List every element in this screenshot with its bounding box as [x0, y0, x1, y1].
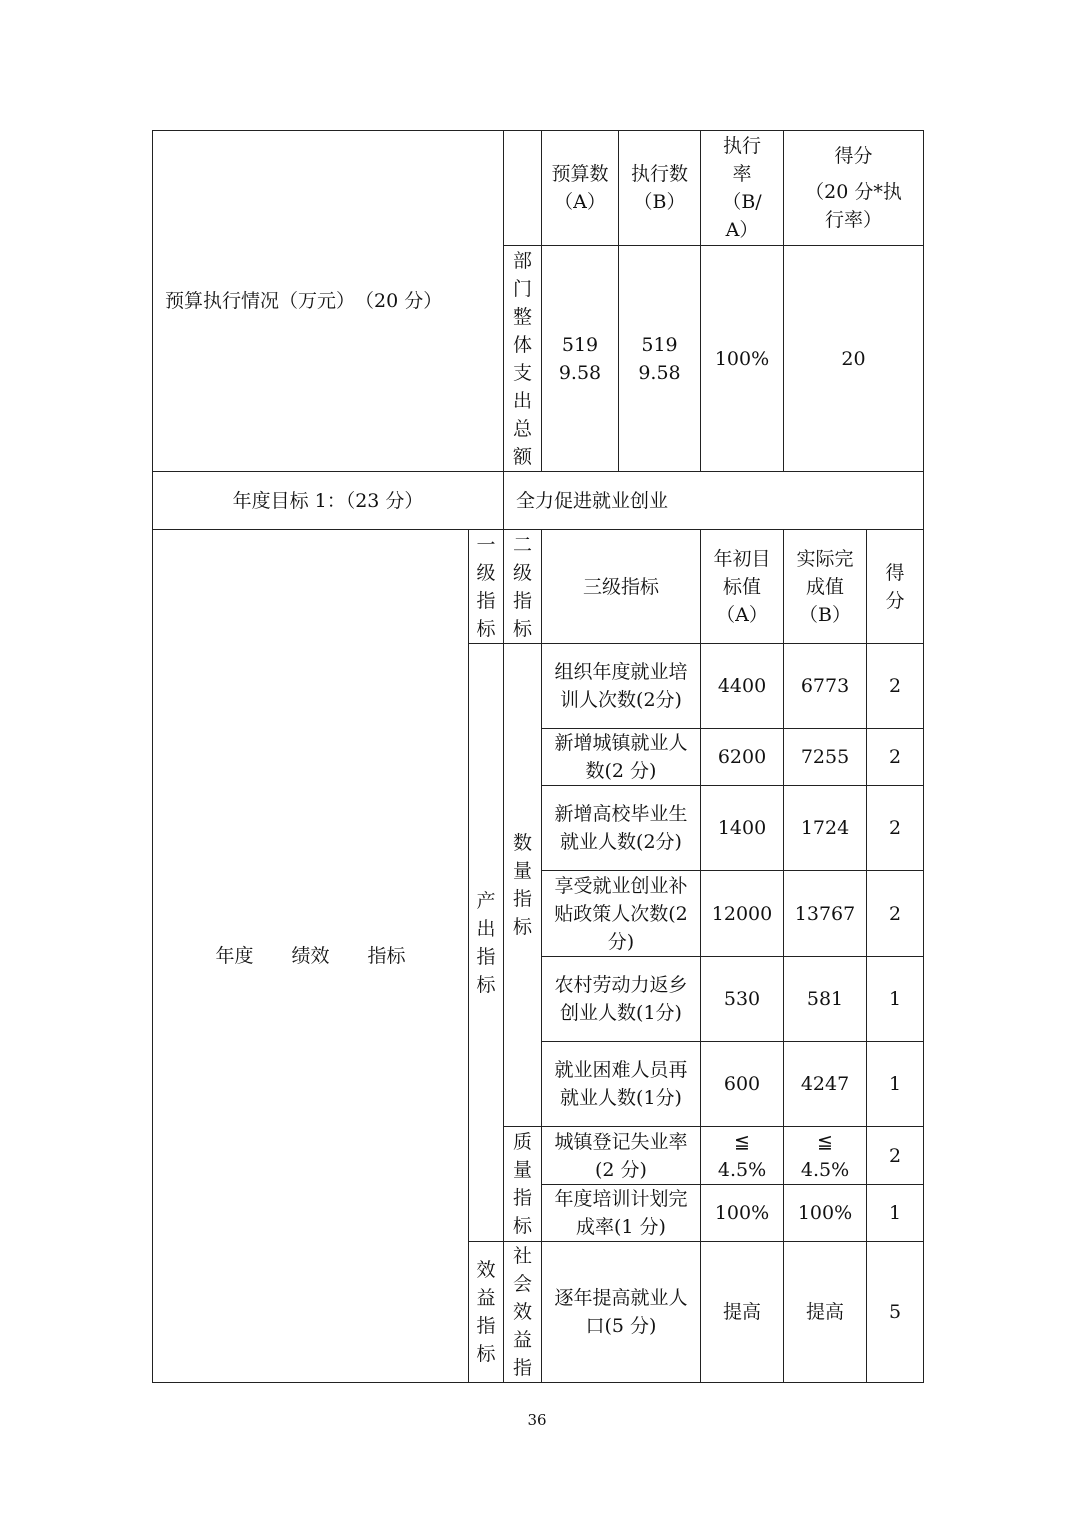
quality-indicator-group: 质量指标	[504, 1127, 542, 1242]
level1-header: 一级指标	[469, 530, 504, 644]
indicator-target: 1400	[701, 786, 784, 871]
indicator-actual: ≦ 4.5%	[784, 1127, 867, 1185]
indicator-name: 组织年度就业培训人次数(2分)	[542, 644, 701, 729]
actual-header: 实际完成值（B）	[784, 530, 867, 644]
indicator-name: 新增城镇就业人数(2 分)	[542, 729, 701, 786]
benefit-indicator-group: 效益指标	[469, 1242, 504, 1383]
score-header-title: 得分	[834, 145, 873, 167]
indicator-score: 1	[867, 1185, 924, 1242]
indicator-score: 2	[867, 644, 924, 729]
indicator-name: 逐年提高就业人口(5 分)	[542, 1242, 701, 1383]
indicator-actual: 6773	[784, 644, 867, 729]
budget-header-blank	[504, 131, 542, 246]
indicator-name: 新增高校毕业生就业人数(2分)	[542, 786, 701, 871]
indicator-actual: 4247	[784, 1042, 867, 1127]
indicator-name: 就业困难人员再就业人数(1分)	[542, 1042, 701, 1127]
score-header	[784, 131, 924, 246]
level3-header: 三级指标	[542, 530, 701, 644]
indicator-target: 100%	[701, 1185, 784, 1242]
indicator-actual: 581	[784, 957, 867, 1042]
exec-b-header: 执行数（B）	[619, 131, 701, 246]
indicator-actual: 100%	[784, 1185, 867, 1242]
indicator-score: 2	[867, 786, 924, 871]
budget-label: 预算执行情况（万元） （20 分）	[153, 131, 504, 472]
output-indicator-group: 产出指标	[469, 644, 504, 1242]
score-header-formula: （20 分*执行率）	[805, 181, 902, 231]
indicator-target: ≦ 4.5%	[701, 1127, 784, 1185]
performance-table	[152, 130, 924, 1383]
indicator-actual: 1724	[784, 786, 867, 871]
budget-score-value: 20	[784, 246, 924, 472]
indicator-actual: 7255	[784, 729, 867, 786]
indicator-target: 600	[701, 1042, 784, 1127]
budget-a-header: 预算数（A）	[542, 131, 619, 246]
indicator-score: 1	[867, 957, 924, 1042]
page-number: 36	[527, 1411, 547, 1429]
quantity-indicator-group: 数量指标	[504, 644, 542, 1127]
total-expense-label: 部门整体支出总额	[504, 246, 542, 472]
social-benefit-group: 社会效益指	[504, 1242, 542, 1383]
indicator-name: 农村劳动力返乡创业人数(1分)	[542, 957, 701, 1042]
indicator-target: 4400	[701, 644, 784, 729]
indicator-section-label: 年度 绩效 指标	[153, 530, 469, 1383]
indicator-score: 1	[867, 1042, 924, 1127]
level2-header: 二级指标	[504, 530, 542, 644]
indicator-target: 530	[701, 957, 784, 1042]
indicator-score: 2	[867, 1127, 924, 1185]
indicator-score: 2	[867, 729, 924, 786]
budget-a-value: 5199.58	[542, 246, 619, 472]
indicator-name: 城镇登记失业率(2 分)	[542, 1127, 701, 1185]
indicator-name: 年度培训计划完成率(1 分)	[542, 1185, 701, 1242]
rate-value: 100%	[701, 246, 784, 472]
goal-text: 全力促进就业创业	[504, 472, 924, 530]
indicator-score: 5	[867, 1242, 924, 1383]
target-header: 年初目标值（A）	[701, 530, 784, 644]
indicator-target: 12000	[701, 871, 784, 957]
indicator-target: 提高	[701, 1242, 784, 1383]
indicator-actual: 13767	[784, 871, 867, 957]
indicator-actual: 提高	[784, 1242, 867, 1383]
indicator-name: 享受就业创业补贴政策人次数(2 分)	[542, 871, 701, 957]
exec-b-value: 5199.58	[619, 246, 701, 472]
rate-header: 执行率（B/A）	[701, 131, 784, 246]
score-col-header: 得分	[867, 530, 924, 644]
goal-label: 年度目标 1：（23 分）	[153, 472, 504, 530]
indicator-score: 2	[867, 871, 924, 957]
indicator-target: 6200	[701, 729, 784, 786]
